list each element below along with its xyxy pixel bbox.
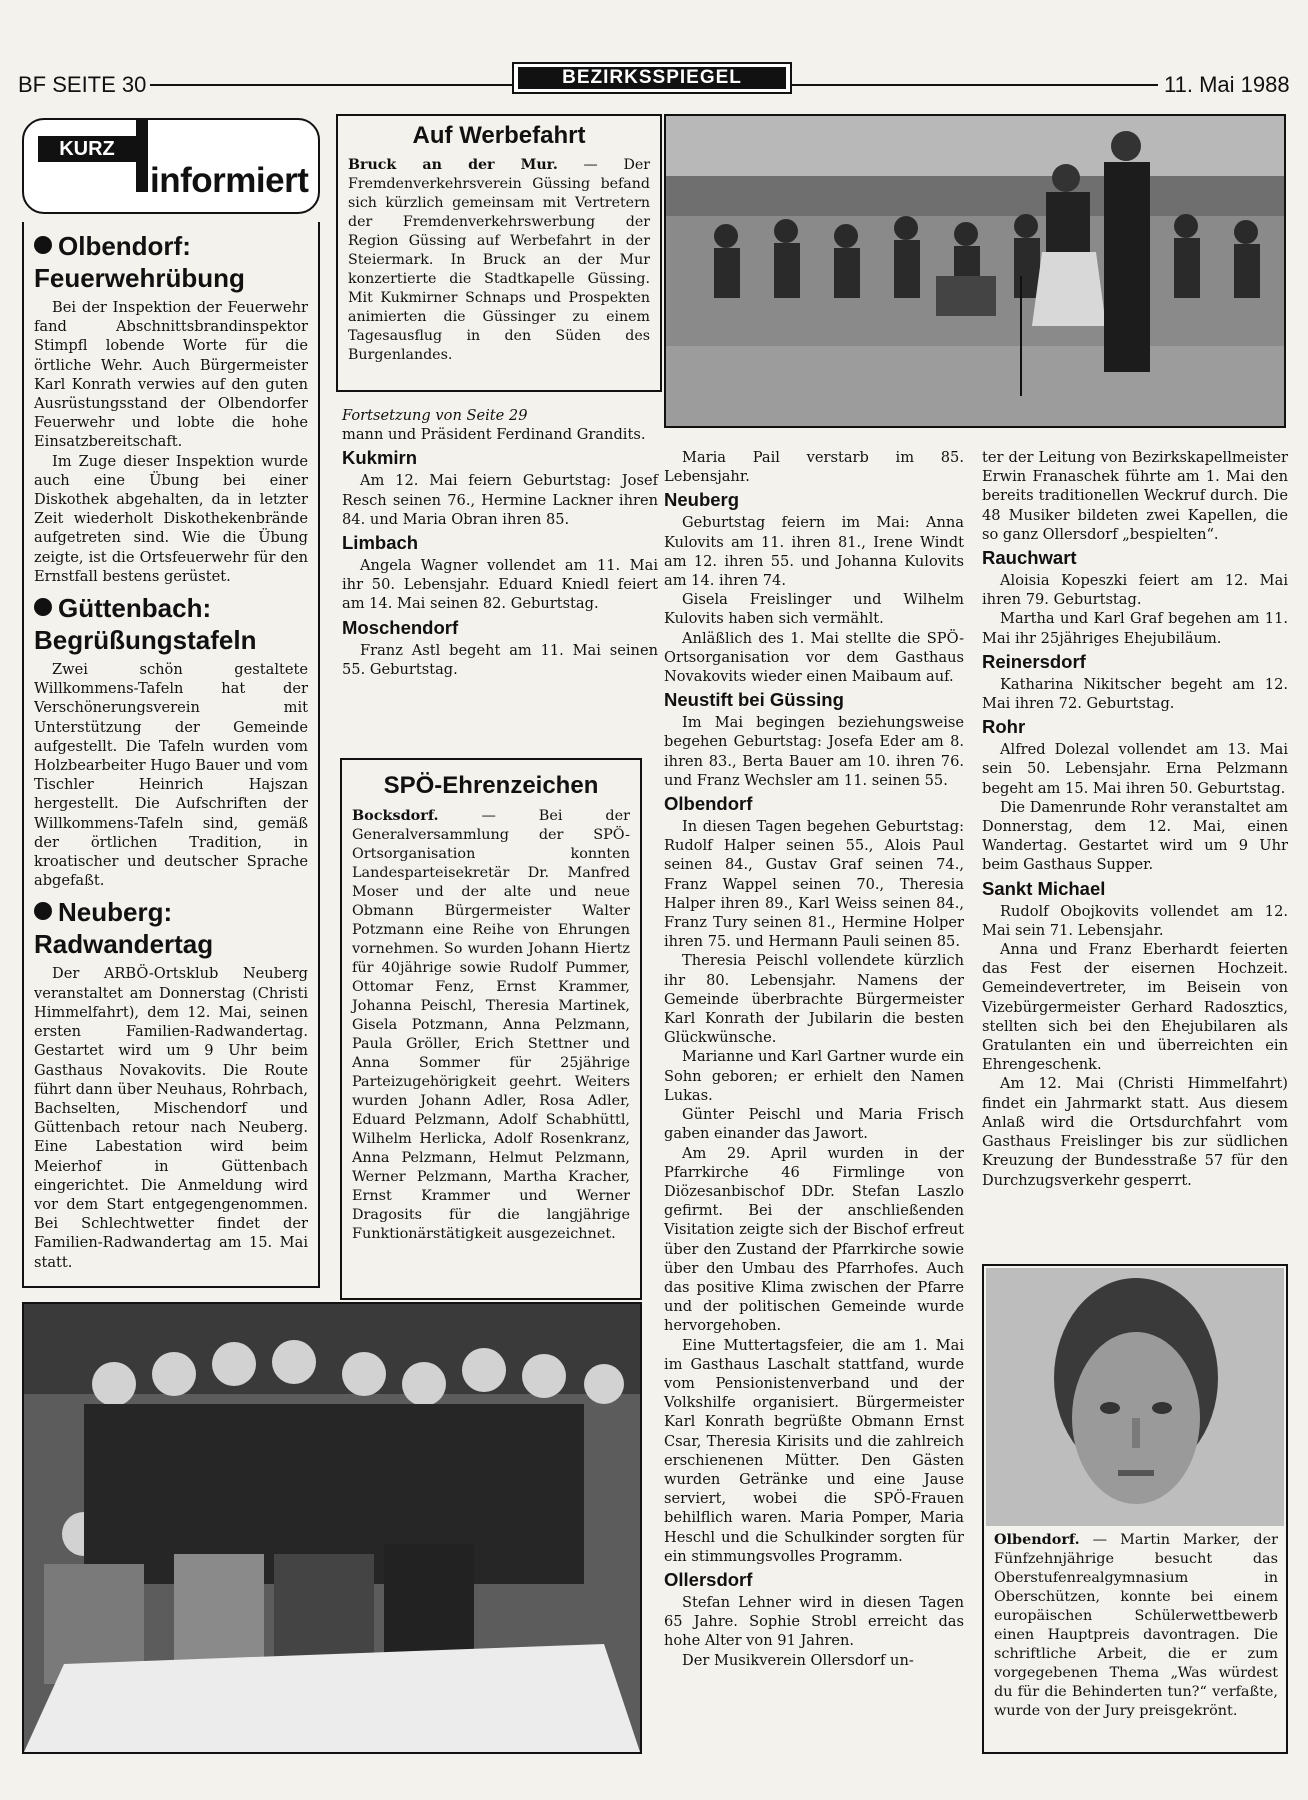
werbefahrt-lead: Bruck an der Mur. <box>348 157 558 173</box>
continuation-note: Fortsetzung von Seite 29 <box>342 407 528 424</box>
section-heading: Rauchwart <box>982 547 1077 569</box>
continued-column <box>342 406 658 679</box>
ehrenzeichen-lead: Bocksdorf. <box>352 807 439 824</box>
kurz-title-line1: Neuberg: <box>58 897 173 928</box>
kurz-title-line2: Radwandertag <box>34 929 214 960</box>
page-label: BF SEITE 30 <box>18 72 147 97</box>
section-badge <box>512 62 792 94</box>
section-heading: Neuberg <box>664 489 740 511</box>
issue-date: 11. Mai 1988 <box>1164 72 1290 97</box>
section-heading: Limbach <box>342 532 419 554</box>
paragraph: Maria Pail verstarb im 85. Lebensjahr. <box>664 449 964 486</box>
paragraph: Angela Wagner vollendet am 11. Mai ihr 50. Lebensjahr. Eduard Kniedl feiert am 14. Mai seinen 82. Geburtstag. <box>342 557 658 613</box>
paragraph: Marianne und Karl Gartner wurde ein Sohn geboren; er erhielt den Namen Lukas. <box>664 1048 964 1104</box>
kurz-title-line2: Feuerwehrübung <box>34 263 245 293</box>
header-rule-right <box>792 84 1158 86</box>
paragraph: Anläßlich des 1. Mai stellte die SPÖ-Ortsorganisation vor dem Gasthaus Novakovits wieder einen Maibaum auf. <box>664 629 964 686</box>
section-heading: Olbendorf <box>664 793 753 815</box>
paragraph: Am 12. Mai feiern Geburtstag: Josef Resch seinen 76., Hermine Lackner ihren 84. und Maria Obran ihren 85. <box>342 472 658 528</box>
portrait-caption-text: — Martin Marker, der Fünfzehnjährige besucht das Oberstufenrealgymnasium in Oberschützen, konnte bei einem europäischen Schülerwettbewerb einen Hauptpreis davontragen. Die schriftliche Arbeit, die er zum vorgegebenen Thema „Was würdest du für die Behinderten tun?“ verfaßte, wurde von der Jury preisgekrönt. <box>994 1532 1278 1719</box>
werbefahrt-text: — Der Fremdenverkehrsverein Güssing befand sich kürzlich gemeinsam mit Vertretern der Fremdenverkehrswerbung der Region Güssing auf Werbefahrt in der Steiermark. In Bruck an der Mur konzertierte die Stadtkapelle Güssing. Mit Kukmirner Schnaps und Prospekten animierten die Güssinger zu einem Tagesausflug in den Süden des Burgenlandes. <box>348 157 650 363</box>
section-heading: Sankt Michael <box>982 877 1106 899</box>
paragraph: Im Mai begingen beziehungsweise begehen Geburtstag: Josefa Eder am 8. ihren 83., Berta Bauer am 10. ihren 76. und Franz Wechsler am 11. seinen 55. <box>664 714 964 789</box>
paragraph: Der ARBÖ-Ortsklub Neuberg veranstaltet am Donnerstag (Christi Himmelfahrt), dem 12. Mai, seinen ersten Familien-Radwandertag. Gestartet wird um 9 Uhr beim Gasthaus Novakovits. Die Route führt dann über Neuhaus, Rohrbach, Bachselten, Mischendorf und Güttenbach retour nach Neuberg. Eine Labestation wird beim Meierhof in Güttenbach eingerichtet. Die Anmeldung wird vor dem Start entgegengenommen. Bei Schlechtwetter findet der Familien-Radwandertag am 15. Mai statt. <box>34 965 308 1271</box>
bullet-icon <box>34 598 52 616</box>
section-heading: Neustift bei Güssing <box>664 689 844 711</box>
paragraph: Im Zuge dieser Inspektion wurde auch eine Übung bei einer Diskothek abgehalten, da in letzter Zeit wiederholt Diskothekenbrände aufgetreten sind. Wie die Übung zeigte, ist die Ortsfeuerwehr für den Ernstfall bestens gerüstet. <box>34 452 308 585</box>
kurz-title-line2: Begrüßungstafeln <box>34 625 257 656</box>
paragraph: Günter Peischl und Maria Frisch gaben einander das Jawort. <box>664 1106 964 1143</box>
paragraph: Anna und Franz Eberhardt feierten das Fest der eisernen Hochzeit. Gemeindevertreter, im Beisein von Vizebürgermeister Gerhard Radosztics, stellten sich bei den Ehejubilaren als Gratulanten ein und überreichten ein Ehrengeschenk. <box>982 941 1288 1074</box>
paragraph: Zwei schön gestaltete Willkommens-Tafeln hat der Verschönerungsverein mit Unterstützung der Gemeinde aufgestellt. Die Tafeln wurden vom Holzbearbeiter Hugo Bauer und vom Tischler Heinrich Hajszan hergestellt. Die Aufschriften der Willkommens-Tafeln sind, gemäß der örtlichen Tradition, in kroatischer und deutscher Sprache abgefaßt. <box>34 661 308 890</box>
paragraph: Der Musikverein Ollersdorf un- <box>682 1651 914 1669</box>
portrait-image <box>986 1268 1284 1526</box>
column-4 <box>982 448 1288 1190</box>
paragraph: Gisela Freislinger und Wilhelm Kulovits haben sich vermählt. <box>664 591 964 628</box>
paragraph: ter der Leitung von Bezirkskapellmeister Erwin Franaschek führte am 1. Mai den bereits traditionellen Weckruf durch. Die 48 Musiker bildeten zwei Kapellen, die so ganz Ollersdorf „bespielten“. <box>982 449 1288 543</box>
paragraph: Am 12. Mai (Christi Himmelfahrt) findet ein Jahrmarkt statt. Aus diesem Anlaß wird die Ortsdurchfahrt vom Gasthaus Freislinger bis zur südlichen Kreuzung der Bundesstraße 57 für den Durchzugsverkehr gesperrt. <box>982 1075 1288 1189</box>
kurz-item <box>34 896 308 1271</box>
kurz-informiert-logo <box>22 118 320 214</box>
ehrenzeichen-title: SPÖ-Ehrenzeichen <box>383 772 599 799</box>
kurz-tag: KURZ <box>38 136 136 162</box>
portrait-box <box>982 1264 1288 1754</box>
paragraph: Franz Astl begeht am 11. Mai seinen 55. Geburtstag. <box>342 641 658 678</box>
continued-intro: mann und Präsident Ferdinand Grandits. <box>342 426 646 444</box>
paragraph: Rudolf Obojkovits vollendet am 12. Mai sein 71. Lebensjahr. <box>982 902 1288 939</box>
bullet-icon <box>34 902 52 920</box>
bullet-icon <box>34 236 52 254</box>
paragraph: In diesen Tagen begehen Geburtstag: Rudolf Halper seinen 55., Alois Paul seinen 84., Gustav Graf seinen 74., Franz Wappel seinen 70., Theresia Halper ihren 89., Karl Weiss seinen 84., Franz Tury seinen 81., Hermine Holper ihren 75. und Hermann Pauli seinen 85. <box>664 818 964 951</box>
group-photo-image <box>24 1304 640 1752</box>
werbefahrt-title: Auf Werbefahrt <box>412 122 586 149</box>
paragraph: Katharina Nikitscher begeht am 12. Mai ihren 72. Geburtstag. <box>982 675 1288 713</box>
kurz-item <box>34 230 308 586</box>
paragraph: Die Damenrunde Rohr veranstaltet am Donnerstag, dem 12. Mai, einen Wandertag. Gestartet wird um 9 Uhr beim Gasthaus Supper. <box>982 798 1288 874</box>
portrait-caption-lead: Olbendorf. <box>994 1531 1080 1548</box>
werbefahrt-box <box>336 114 662 392</box>
kurz-word: informiert <box>150 161 309 200</box>
section-heading: Moschendorf <box>342 616 459 638</box>
paragraph: Bei der Inspektion der Feuerwehr fand Abschnittsbrandinspektor Stimpfl lobende Worte für die örtliche Wehr. Auch Bürgermeister Karl Konrath verwies auf den guten Ausrüstungsstand der Olbendorfer Feuerwehr und lobte die hohe Einsatzbereitschaft. <box>34 299 308 451</box>
paragraph: Theresia Peischl vollendete kürzlich ihr 80. Lebensjahr. Namens der Gemeinde überbrachte Bürgermeister Karl Konrath der Jubilarin die besten Glückwünsche. <box>664 952 964 1047</box>
group-photo <box>22 1302 642 1754</box>
ehrenzeichen-box <box>340 758 642 1300</box>
paragraph: Stefan Lehner wird in diesen Tagen 65 Jahre. Sophie Strobl erreicht das hohe Alter von 91 Jahren. <box>664 1593 964 1650</box>
section-badge-label: BEZIRKSSPIEGEL <box>518 67 786 89</box>
section-heading: Rohr <box>982 716 1026 738</box>
paragraph: Martha und Karl Graf begehen am 11. Mai ihr 25jähriges Ehejubiläum. <box>982 610 1288 647</box>
column-3 <box>664 448 964 1670</box>
kurz-title-line1: Olbendorf: <box>58 231 191 261</box>
kurz-column <box>22 222 320 1288</box>
paragraph: Am 29. April wurden in der Pfarrkirche 46 Firmlinge von Diözesanbischof DDr. Stefan Laszlo gefirmt. Bei der anschließenden Visitation zeigte sich der Bischof erfreut über den Zustand der Pfarrkirche sowie über den Umbau des Pfarrhofes. Auch das positive Klima zwischen der Pfarre und der politischen Gemeinde wurde hervorgehoben. <box>664 1144 964 1335</box>
section-heading: Ollersdorf <box>664 1568 753 1590</box>
band-photo-image <box>666 116 1284 426</box>
kurz-bar <box>136 120 148 192</box>
section-heading: Reinersdorf <box>982 650 1086 672</box>
band-photo <box>664 114 1286 428</box>
paragraph: Geburtstag feiern im Mai: Anna Kulovits am 11. ihren 81., Irene Windt am 12. ihren 55. und Johanna Kulovits am 14. ihren 74. <box>664 514 964 590</box>
kurz-item <box>34 592 308 890</box>
section-heading: Kukmirn <box>342 447 418 469</box>
paragraph: Alfred Dolezal vollendet am 13. Mai sein 50. Lebensjahr. Erna Pelzmann begeht am 15. Mai ihren 50. Geburtstag. <box>982 741 1288 797</box>
kurz-title-line1: Güttenbach: <box>58 593 212 624</box>
ehrenzeichen-text: — Bei der Generalversammlung der SPÖ-Ortsorganisation konnten Landesparteisekretär Dr. Manfred Moser und der alte und neue Obmann Bürgermeister Walter Potzmann eine Reihe von Ehrungen vornehmen. So wurden Johann Hiertz für 40jährige sowie Rudolf Pummer, Ottomar Fenz, Ernst Krammer, Johanna Peischl, Theresia Martinek, Gisela Potzmann, Anna Pelzmann, Paula Gröller, Erich Stettner und Anna Sommer für 25jährige Parteizugehörigkeit geehrt. Weiters wurden Johann Adler, Rosa Adler, Eduard Pelzmann, Adolf Schabhüttl, Wilhelm Herlicka, Adolf Rosenkranz, Anna Pelzmann, Helmut Pelzmann, Werner Pelzmann, Martha Kracher, Ernst Krammer und Werner Dragosits für die langjährige Funktionärstätigkeit ausgezeichnet. <box>352 808 630 1242</box>
portrait-photo <box>986 1268 1284 1526</box>
header-rule-left <box>150 84 512 86</box>
paragraph: Aloisia Kopeszki feiert am 12. Mai ihren 79. Geburtstag. <box>982 572 1288 609</box>
paragraph: Eine Muttertagsfeier, die am 1. Mai im Gasthaus Laschalt stattfand, wurde vom Pensionistenverband und der Volkshilfe organisiert. Bürgermeister Karl Konrath begrüßte Obmann Ernst Csar, Theresia Kirisits und die zahlreich erschienenen Mütter. Den Gästen wurden Getränke und eine Jause serviert, wobei die SPÖ-Frauen behilflich waren. Maria Pomper, Maria Heschl und die Schulkinder sorgten für ein stimmungsvolles Programm. <box>664 1336 964 1565</box>
